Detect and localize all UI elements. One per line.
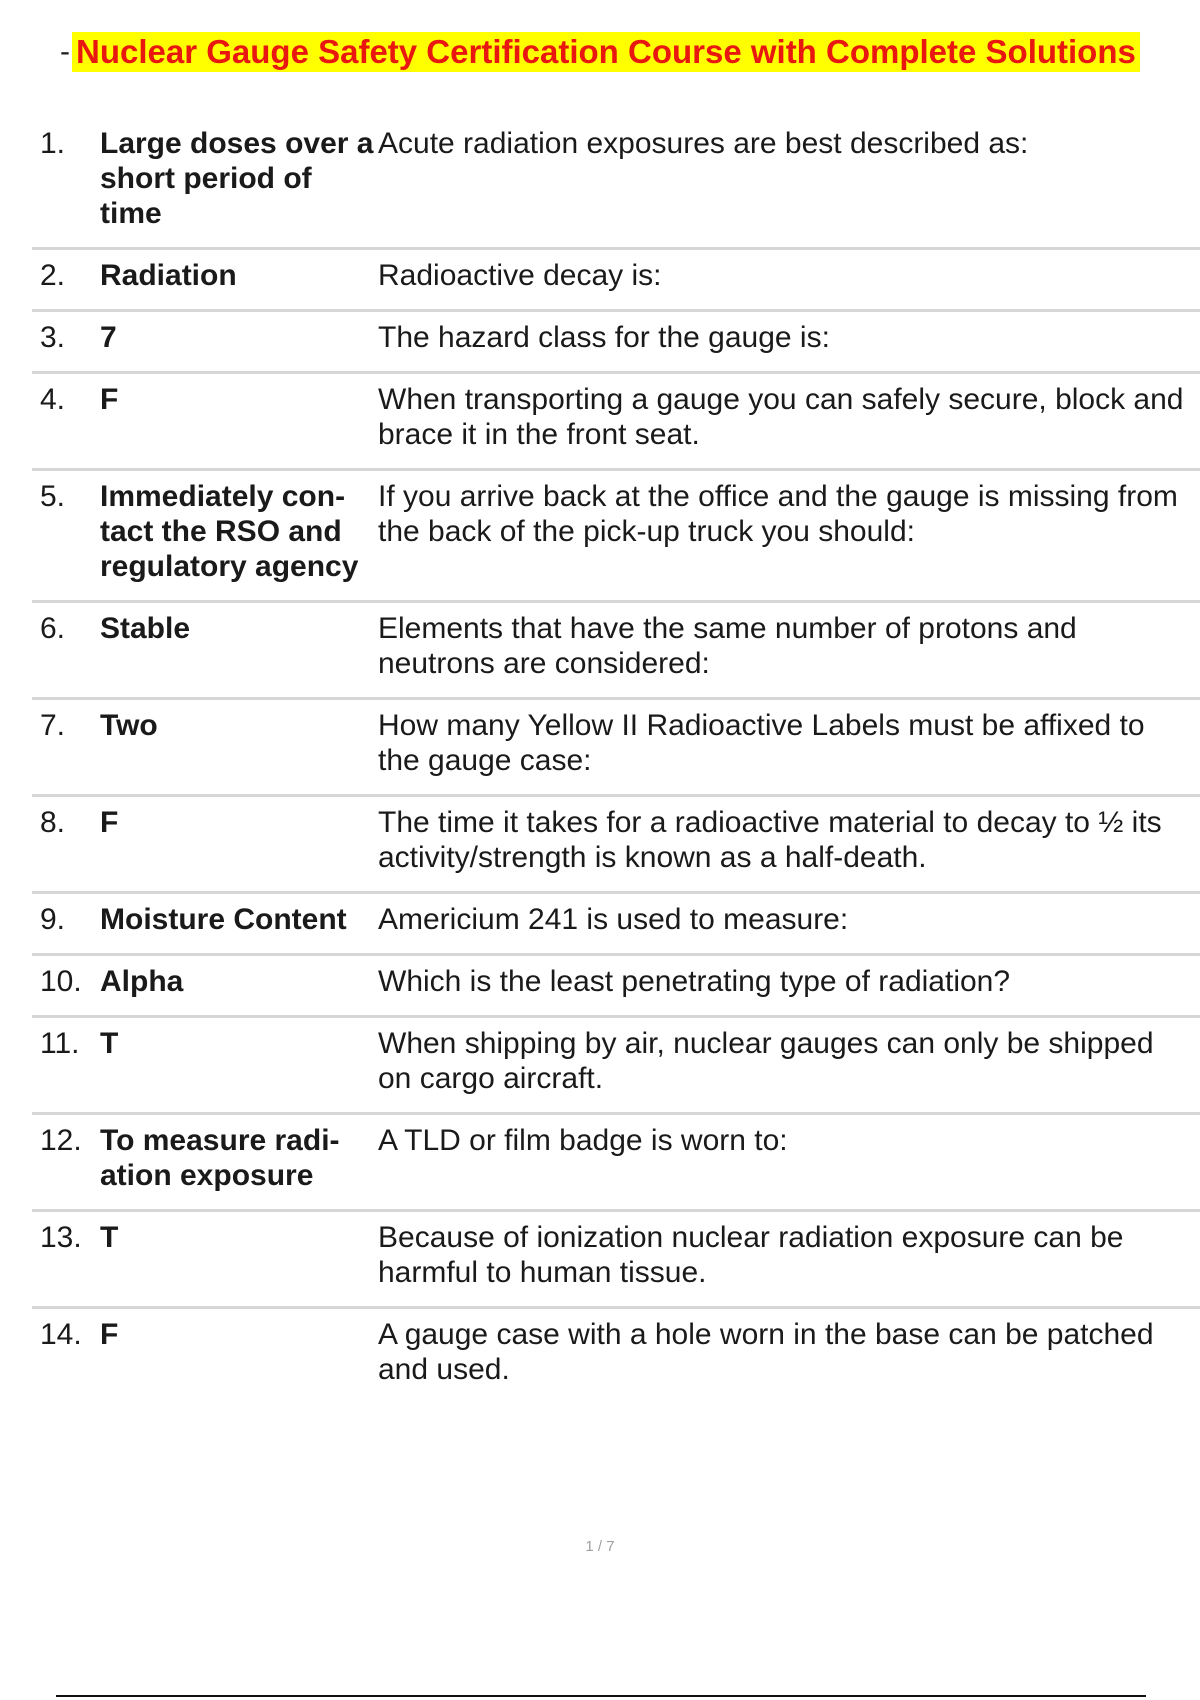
item-question: The hazard class for the gauge is: xyxy=(378,321,830,354)
item-number: 5. xyxy=(40,480,66,513)
item-number: 13. xyxy=(40,1221,82,1254)
item-answer: T xyxy=(100,1027,119,1060)
qa-row xyxy=(32,1115,1200,1212)
title-prefix: - xyxy=(60,35,70,68)
item-number: 7. xyxy=(40,709,66,742)
item-number: 8. xyxy=(40,806,66,839)
item-answer: Large doses over a short period of time xyxy=(100,127,374,230)
item-question: A gauge case with a hole worn in the base can be patched and used. xyxy=(378,1318,1154,1386)
item-question: A TLD or film badge is worn to: xyxy=(378,1124,788,1157)
item-answer: Alpha xyxy=(100,965,184,998)
qa-row xyxy=(32,956,1200,1018)
item-question: How many Yellow II Radioactive Labels must be affixed to the gauge case: xyxy=(378,709,1145,777)
item-answer: To measure radi- ation exposure xyxy=(100,1124,340,1192)
qa-row xyxy=(32,118,1200,250)
qa-row xyxy=(32,797,1200,894)
item-number: 10. xyxy=(40,965,82,998)
item-answer: Radiation xyxy=(100,259,237,292)
item-question: Acute radiation exposures are best described as: xyxy=(378,127,1029,160)
qa-row xyxy=(32,894,1200,956)
document-header xyxy=(60,32,1180,72)
item-answer: Immediately con- tact the RSO and regulatory agency xyxy=(100,480,359,583)
item-question: Because of ionization nuclear radiation exposure can be harmful to human tissue. xyxy=(378,1221,1124,1289)
qa-row xyxy=(32,312,1200,374)
item-question: When shipping by air, nuclear gauges can only be shipped on cargo aircraft. xyxy=(378,1027,1154,1095)
item-question: Radioactive decay is: xyxy=(378,259,662,292)
item-question: When transporting a gauge you can safely secure, block and brace it in the front seat. xyxy=(378,383,1184,451)
item-answer: F xyxy=(100,1318,119,1351)
item-number: 1. xyxy=(40,127,66,160)
qa-row xyxy=(32,603,1200,700)
item-answer: 7 xyxy=(100,321,117,354)
item-question: The time it takes for a radioactive material to decay to ½ its activity/strength is known as a half-death. xyxy=(378,806,1162,874)
footer-divider xyxy=(56,1695,1146,1697)
qa-row xyxy=(32,1018,1200,1115)
item-number: 6. xyxy=(40,612,66,645)
qa-list xyxy=(32,118,1200,1403)
item-number: 11. xyxy=(40,1027,80,1060)
item-answer: F xyxy=(100,806,119,839)
item-number: 3. xyxy=(40,321,66,354)
item-question: Americium 241 is used to measure: xyxy=(378,903,849,936)
item-answer: F xyxy=(100,383,119,416)
item-number: 2. xyxy=(40,259,66,292)
item-number: 12. xyxy=(40,1124,82,1157)
item-answer: T xyxy=(100,1221,119,1254)
item-number: 4. xyxy=(40,383,66,416)
item-answer: Two xyxy=(100,709,158,742)
qa-row xyxy=(32,471,1200,603)
qa-row xyxy=(32,250,1200,312)
item-answer: Stable xyxy=(100,612,191,645)
item-number: 9. xyxy=(40,903,66,936)
qa-row xyxy=(32,1309,1200,1403)
document-title: Nuclear Gauge Safety Certification Course with Complete Solutions xyxy=(72,32,1140,72)
item-question: Elements that have the same number of protons and neutrons are considered: xyxy=(378,612,1077,680)
qa-row xyxy=(32,374,1200,471)
item-number: 14. xyxy=(40,1318,82,1351)
item-question: Which is the least penetrating type of radiation? xyxy=(378,965,1011,998)
item-question: If you arrive back at the office and the gauge is missing from the back of the pick-up truck you should: xyxy=(378,480,1178,548)
page-indicator: 1 / 7 xyxy=(585,1538,615,1555)
qa-row xyxy=(32,700,1200,797)
qa-row xyxy=(32,1212,1200,1309)
item-answer: Moisture Content xyxy=(100,903,347,936)
